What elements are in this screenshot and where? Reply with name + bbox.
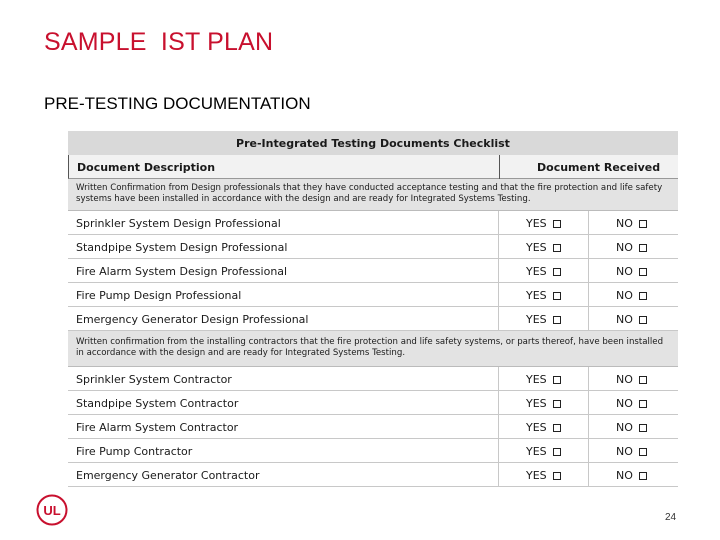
no-option: [616, 313, 647, 326]
no-option: [616, 445, 647, 458]
no-checkbox[interactable]: [639, 268, 647, 276]
yes-label: YES: [526, 265, 547, 278]
checklist-table: [68, 131, 678, 491]
cell-divider: [498, 391, 499, 415]
yes-option: [526, 289, 561, 302]
table-row: [68, 259, 678, 283]
no-label: NO: [616, 469, 633, 482]
document-label: Fire Alarm System Contractor: [76, 421, 239, 434]
no-label: NO: [616, 241, 633, 254]
yes-checkbox[interactable]: [553, 448, 561, 456]
table-row: [68, 283, 678, 307]
yes-option: [526, 217, 561, 230]
no-label: NO: [616, 373, 633, 386]
no-checkbox[interactable]: [639, 400, 647, 408]
no-option: [616, 265, 647, 278]
no-option: [616, 217, 647, 230]
yes-checkbox[interactable]: [553, 292, 561, 300]
document-label: Standpipe System Contractor: [76, 397, 239, 410]
table-row: [68, 211, 678, 235]
yes-label: YES: [526, 241, 547, 254]
no-label: NO: [616, 421, 633, 434]
no-label: NO: [616, 397, 633, 410]
cell-divider: [498, 283, 499, 307]
no-checkbox[interactable]: [639, 244, 647, 252]
yes-checkbox[interactable]: [553, 268, 561, 276]
yes-label: YES: [526, 289, 547, 302]
cell-divider: [588, 283, 589, 307]
cell-divider: [588, 439, 589, 463]
cell-divider: [498, 307, 499, 331]
section-design-professionals: Written Confirmation from Design professionals that they have conducted acceptance testing and that the fire protection and life safety systems have been installed in accordance with the design and are ready for Integrated Systems Testing.: [68, 179, 678, 211]
yes-label: YES: [526, 373, 547, 386]
table-row: [68, 415, 678, 439]
no-checkbox[interactable]: [639, 220, 647, 228]
table-row: [68, 235, 678, 259]
no-option: [616, 397, 647, 410]
no-option: [616, 469, 647, 482]
cell-divider: [498, 235, 499, 259]
no-option: [616, 289, 647, 302]
ul-logo: [36, 494, 68, 526]
no-checkbox[interactable]: [639, 376, 647, 384]
checklist-title: Pre-Integrated Testing Documents Checklist: [68, 131, 678, 155]
document-label: Fire Pump Contractor: [76, 445, 193, 458]
yes-label: YES: [526, 397, 547, 410]
logo-text: UL: [43, 503, 61, 518]
yes-option: [526, 469, 561, 482]
yes-checkbox[interactable]: [553, 424, 561, 432]
cell-divider: [588, 211, 589, 235]
yes-option: [526, 265, 561, 278]
column-header-description: Document Description: [77, 161, 216, 174]
column-divider: [499, 155, 500, 179]
no-checkbox[interactable]: [639, 316, 647, 324]
yes-label: YES: [526, 313, 547, 326]
table-row: [68, 391, 678, 415]
slide-subtitle: PRE-TESTING DOCUMENTATION: [44, 94, 311, 113]
yes-label: YES: [526, 217, 547, 230]
yes-checkbox[interactable]: [553, 220, 561, 228]
table-row: [68, 439, 678, 463]
yes-label: YES: [526, 445, 547, 458]
page-number: 24: [665, 512, 677, 523]
no-label: NO: [616, 445, 633, 458]
cell-divider: [498, 415, 499, 439]
cell-divider: [588, 367, 589, 391]
cell-divider: [498, 367, 499, 391]
yes-checkbox[interactable]: [553, 400, 561, 408]
no-checkbox[interactable]: [639, 424, 647, 432]
no-label: NO: [616, 289, 633, 302]
no-option: [616, 373, 647, 386]
document-label: Sprinkler System Contractor: [76, 373, 232, 386]
yes-option: [526, 373, 561, 386]
cell-divider: [588, 463, 589, 487]
cell-divider: [498, 439, 499, 463]
yes-label: YES: [526, 469, 547, 482]
table-row: [68, 307, 678, 331]
yes-option: [526, 445, 561, 458]
no-checkbox[interactable]: [639, 472, 647, 480]
no-label: NO: [616, 313, 633, 326]
document-label: Standpipe System Design Professional: [76, 241, 288, 254]
checklist-header-row: [68, 155, 678, 179]
yes-option: [526, 397, 561, 410]
table-row: [68, 367, 678, 391]
table-row: [68, 463, 678, 487]
no-checkbox[interactable]: [639, 292, 647, 300]
no-option: [616, 421, 647, 434]
no-label: NO: [616, 265, 633, 278]
section-installing-contractors: Written confirmation from the installing contractors that the fire protection and life safety systems, or parts thereof, have been installed in accordance with the design and are ready for Integrated Systems Testing.: [68, 331, 678, 367]
yes-checkbox[interactable]: [553, 376, 561, 384]
document-label: Emergency Generator Contractor: [76, 469, 260, 482]
slide-title: SAMPLE IST PLAN: [44, 28, 274, 56]
cell-divider: [588, 415, 589, 439]
yes-option: [526, 241, 561, 254]
document-label: Sprinkler System Design Professional: [76, 217, 281, 230]
no-label: NO: [616, 217, 633, 230]
document-label: Fire Pump Design Professional: [76, 289, 242, 302]
yes-option: [526, 313, 561, 326]
yes-checkbox[interactable]: [553, 472, 561, 480]
yes-checkbox[interactable]: [553, 316, 561, 324]
yes-checkbox[interactable]: [553, 244, 561, 252]
yes-option: [526, 421, 561, 434]
yes-label: YES: [526, 421, 547, 434]
column-header-received: Document Received: [537, 161, 661, 174]
document-label: Fire Alarm System Design Professional: [76, 265, 288, 278]
cell-divider: [588, 259, 589, 283]
cell-divider: [498, 463, 499, 487]
document-label: Emergency Generator Design Professional: [76, 313, 309, 326]
cell-divider: [588, 235, 589, 259]
no-option: [616, 241, 647, 254]
cell-divider: [588, 391, 589, 415]
cell-divider: [498, 211, 499, 235]
no-checkbox[interactable]: [639, 448, 647, 456]
cell-divider: [588, 307, 589, 331]
cell-divider: [498, 259, 499, 283]
